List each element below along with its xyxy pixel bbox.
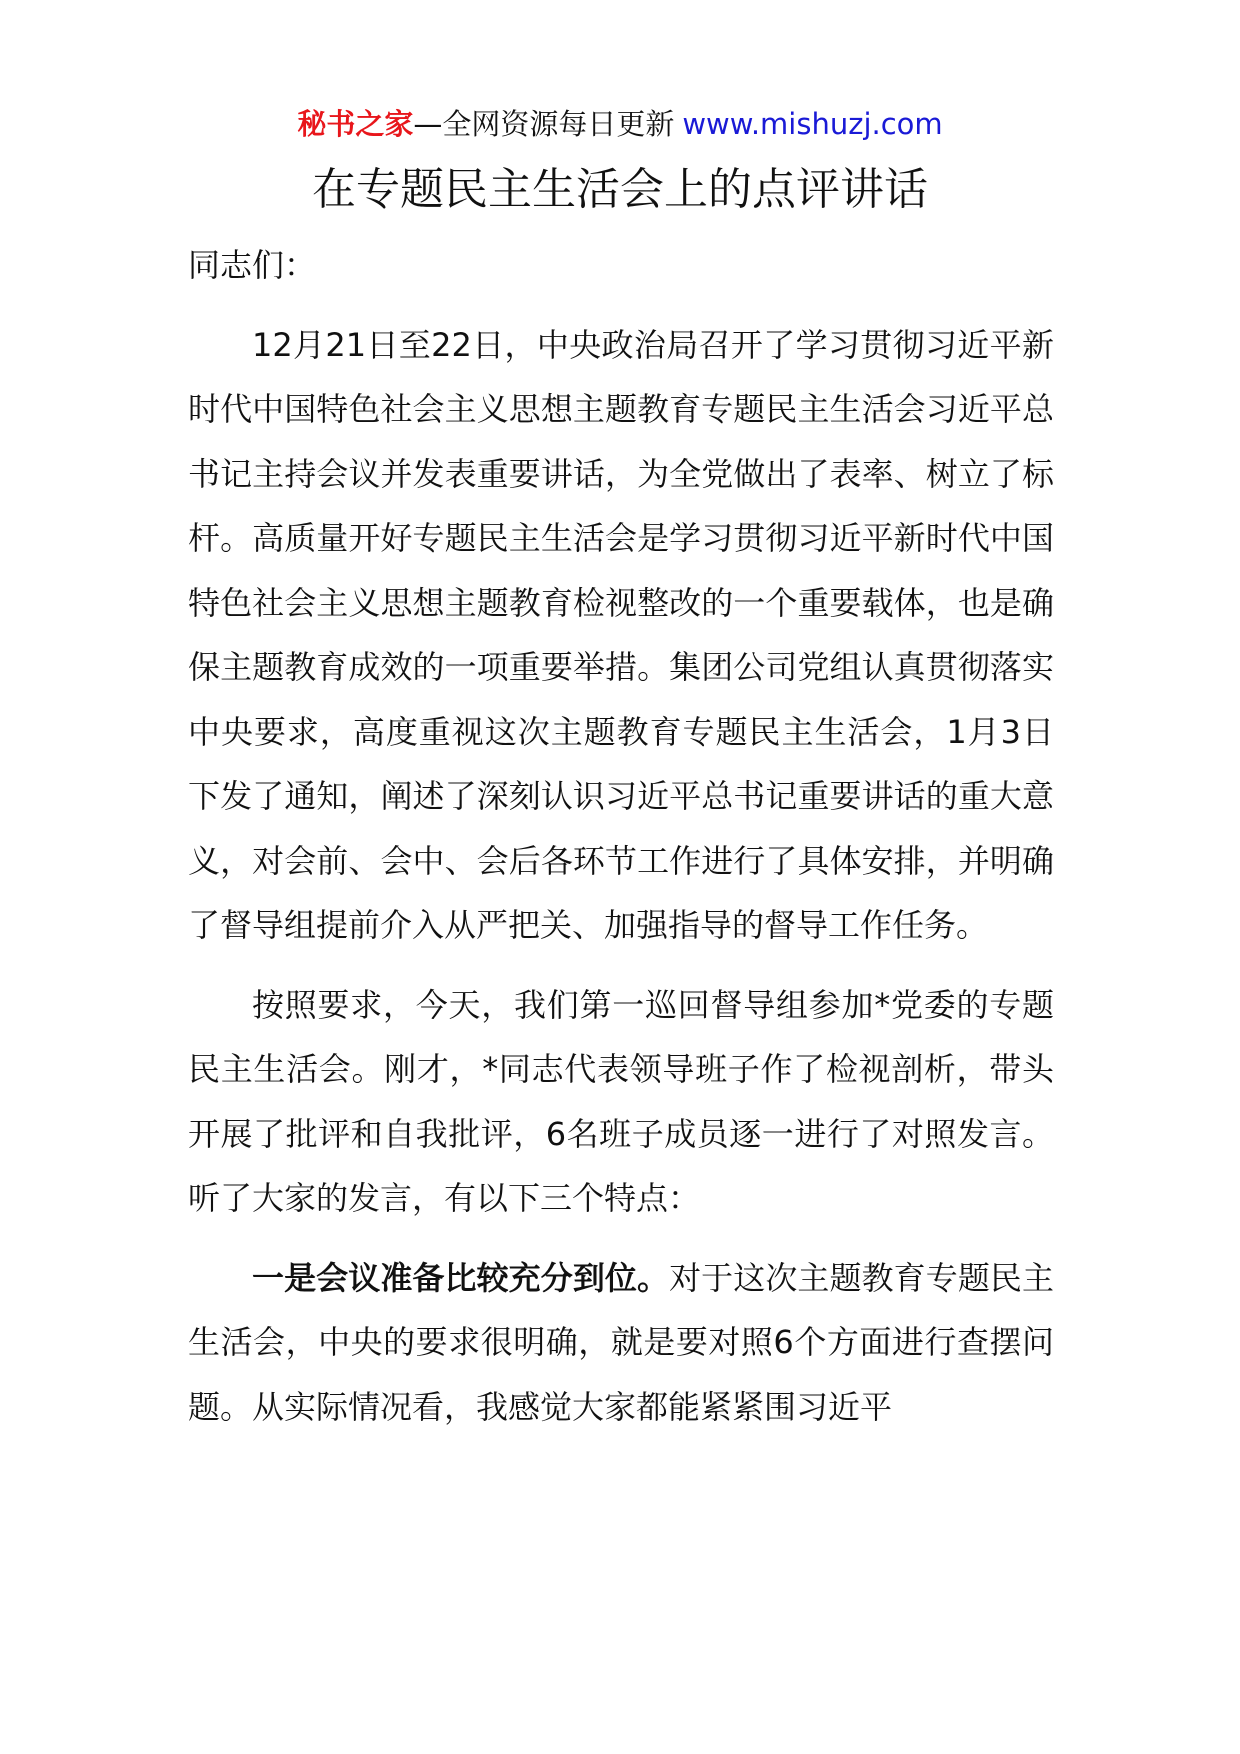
document-title: 在专题民主生活会上的点评讲话 — [312, 164, 928, 215]
brand-name: 秘书之家 — [297, 107, 414, 141]
salutation: 同志们： — [188, 246, 317, 284]
paragraph-3-lead: 一是会议准备比较充分到位。 — [252, 1258, 670, 1297]
document-body — [188, 233, 1054, 1454]
paragraph-2 — [188, 973, 1054, 1231]
site-url-link[interactable]: www.mishuzj.com — [682, 107, 943, 141]
paragraph-3 — [188, 1246, 1054, 1440]
paragraph-2-text: 按照要求，今天，我们第一巡回督导组参加*党委的专题民主生活会。刚才，*同志代表领导班子作了检视剖析，带头开展了批评和自我批评，6名班子成员逐一进行了对照发言。听了大家的发言，有以下三个特点： — [188, 985, 1054, 1217]
paragraph-1-text: 12月21日至22日，中央政治局召开了学习贯彻习近平新时代中国特色社会主义思想主题教育专题民主生活会习近平总书记主持会议并发表重要讲话，为全党做出了表率、树立了标杆。高质量开好专题民主生活会是学习贯彻习近平新时代中国特色社会主义思想主题教育检视整改的一个重要载体，也是确保主题教育成效的一项重要举措。集团公司党组认真贯彻落实中央要求，高度重视这次主题教育专题民主生活会，1月3日下发了通知，阐述了深刻认识习近平总书记重要讲话的重大意义，对会前、会中、会后各环节工作进行了具体安排，并明确了督导组提前介入从严把关、加强指导的督导工作任务。 — [188, 325, 1054, 944]
site-header — [0, 104, 1240, 144]
paragraph-3-text: 对于这次主题教育专题民主生活会，中央的要求很明确，就是要对照6个方面进行查摆问题。从实际情况看，我感觉大家都能紧紧围习近平 — [188, 1258, 1054, 1426]
header-tagline: —全网资源每日更新 — [413, 107, 675, 141]
paragraph-1 — [188, 313, 1054, 958]
